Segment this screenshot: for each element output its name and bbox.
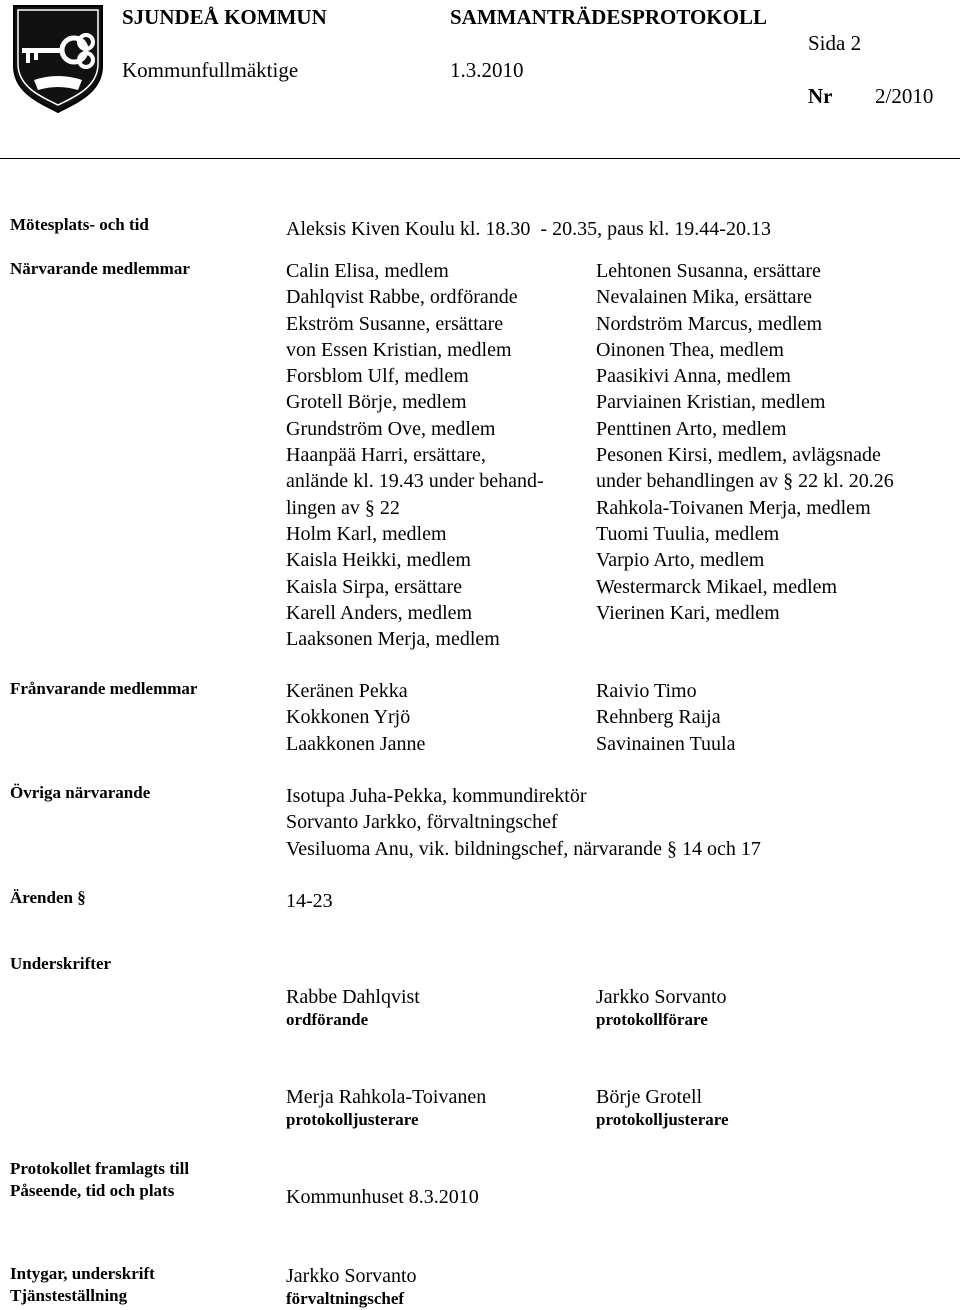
meeting-value: Aleksis Kiven Koulu kl. 18.30 - 20.35, paus kl. 19.44-20.13 (286, 218, 771, 240)
list-item: Ekström Susanne, ersättare (286, 312, 504, 335)
matters-value: 14-23 (286, 890, 333, 912)
list-item: Nevalainen Mika, ersättare (596, 286, 813, 309)
chair-role: ordförande (286, 1010, 369, 1029)
publication-label-line1: Protokollet framlagts till (10, 1159, 190, 1178)
protocol-number: 2/2010 (875, 84, 934, 108)
list-item: Grotell Börje, medlem (286, 391, 467, 414)
list-item: Varpio Arto, medlem (596, 549, 765, 572)
certificate-label-line2: Tjänsteställning (10, 1286, 128, 1305)
meeting-label: Mötesplats- och tid (10, 215, 149, 234)
coat-of-arms (12, 4, 104, 114)
list-item: Raivio Timo (596, 680, 697, 702)
present-list-right (596, 258, 894, 626)
list-item: Dahlqvist Rabbe, ordförande (286, 286, 518, 309)
list-item: Rahkola-Toivanen Merja, medlem (596, 496, 871, 519)
meeting-date: 1.3.2010 (450, 58, 524, 82)
list-item: Tuomi Tuulia, medlem (596, 522, 780, 545)
absent-label: Frånvarande medlemmar (10, 679, 198, 698)
list-item: Kaisla Heikki, medlem (286, 549, 471, 572)
list-item: Pesonen Kirsi, medlem, avlägsnade (596, 444, 881, 467)
secretary-role: protokollförare (596, 1010, 708, 1029)
list-item: Oinonen Thea, medlem (596, 338, 784, 361)
chair-name: Rabbe Dahlqvist (286, 986, 420, 1008)
protocol-number-label: Nr (808, 84, 833, 108)
list-item: Vesiluoma Anu, vik. bildningschef, närvarande § 14 och 17 (286, 837, 761, 860)
document-type: SAMMANTRÄDESPROTOKOLL (450, 5, 767, 29)
list-item: Paasikivi Anna, medlem (596, 365, 791, 388)
list-item: Keränen Pekka (286, 680, 408, 702)
list-item: Westermarck Mikael, medlem (596, 575, 838, 598)
certificate-role: förvaltningschef (286, 1289, 405, 1308)
list-item: Karell Anders, medlem (286, 601, 473, 624)
list-item: Holm Karl, medlem (286, 522, 447, 545)
page-number: Sida 2 (808, 31, 862, 55)
adjuster2-name: Börje Grotell (596, 1086, 703, 1108)
signatures-label: Underskrifter (10, 954, 112, 973)
list-item: Calin Elisa, medlem (286, 260, 449, 282)
list-item: Nordström Marcus, medlem (596, 312, 823, 335)
list-item: Rehnberg Raija (596, 706, 721, 729)
present-list-left (286, 258, 544, 652)
adjuster1-name: Merja Rahkola-Toivanen (286, 1086, 487, 1108)
header-rule (0, 158, 960, 159)
list-item: Sorvanto Jarkko, förvaltningschef (286, 811, 558, 834)
list-item: Vierinen Kari, medlem (596, 601, 780, 624)
absent-list-left (286, 678, 425, 757)
list-item: Kokkonen Yrjö (286, 706, 411, 729)
present-label: Närvarande medlemmar (10, 259, 190, 278)
certificate-name: Jarkko Sorvanto (286, 1265, 417, 1287)
list-item: Laaksonen Merja, medlem (286, 628, 500, 651)
adjuster1-role: protokolljusterare (286, 1110, 419, 1129)
list-item: lingen av § 22 (286, 496, 400, 519)
list-item: Kaisla Sirpa, ersättare (286, 575, 463, 598)
matters-label: Ärenden § (10, 888, 86, 907)
secretary-name: Jarkko Sorvanto (596, 986, 727, 1008)
list-item: Savinainen Tuula (596, 732, 736, 755)
adjuster2-role: protokolljusterare (596, 1110, 729, 1129)
list-item: Penttinen Arto, medlem (596, 417, 787, 440)
absent-list-right (596, 678, 735, 757)
list-item: Isotupa Juha-Pekka, kommundirektör (286, 785, 587, 807)
list-item: Forsblom Ulf, medlem (286, 365, 469, 388)
others-list (286, 783, 761, 862)
list-item: von Essen Kristian, medlem (286, 338, 512, 361)
list-item: Parviainen Kristian, medlem (596, 391, 826, 414)
list-item: under behandlingen av § 22 kl. 20.26 (596, 470, 894, 493)
publication-label-line2: Påseende, tid och plats (10, 1181, 175, 1200)
list-item: Laakkonen Janne (286, 732, 426, 755)
list-item: Lehtonen Susanna, ersättare (596, 260, 821, 282)
municipality-name: SJUNDEÅ KOMMUN (122, 5, 327, 29)
list-item: Grundström Ove, medlem (286, 417, 496, 440)
meeting-body: Kommunfullmäktige (122, 58, 299, 82)
others-label: Övriga närvarande (10, 783, 151, 802)
certificate-label-line1: Intygar, underskrift (10, 1264, 155, 1283)
list-item: Haanpää Harri, ersättare, (286, 444, 486, 467)
publication-value: Kommunhuset 8.3.2010 (286, 1186, 479, 1208)
list-item: anlände kl. 19.43 under behand- (286, 470, 544, 493)
